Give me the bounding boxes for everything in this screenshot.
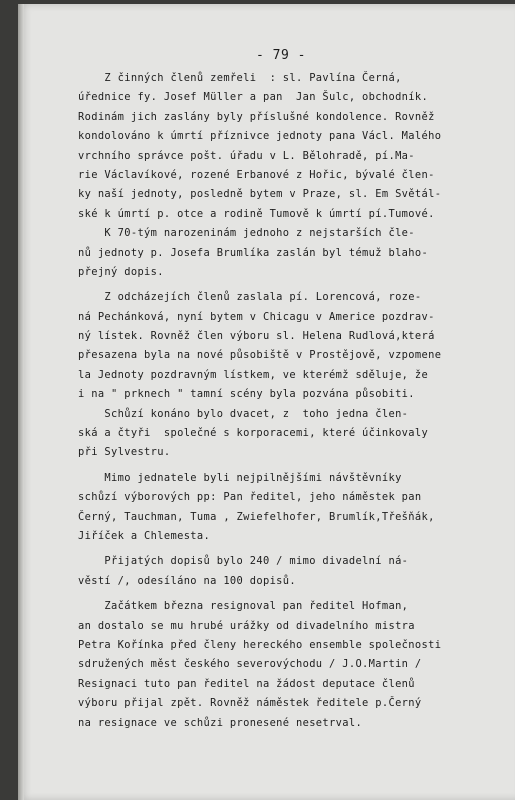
page-number: - 79 - <box>256 48 306 63</box>
text-line: přesazena byla na nové působiště v Prostějově, vzpomene <box>78 349 442 362</box>
text-line: ná Pechánková, nyní bytem v Chicagu v Americe pozdrav- <box>78 310 435 323</box>
text-line: an dostalo se mu hrubé urážky od divadelního mistra <box>78 619 415 632</box>
text-line: přejný dopis. <box>78 265 164 278</box>
text-line: věstí /, odesíláno na 100 dopisů. <box>78 574 296 587</box>
text-line: rie Václavíkové, rozené Erbanové z Hořic, bývalé člen- <box>78 168 435 181</box>
text-line: Rodinám jich zaslány byly příslušné kondolence. Rovněž <box>78 110 435 123</box>
document-page <box>18 4 515 800</box>
typewritten-body <box>78 69 508 733</box>
text-line: Schůzí konáno bylo dvacet, z toho jedna člen- <box>78 407 409 420</box>
text-line: Přijatých dopisů bylo 240 / mimo divadelní ná- <box>78 555 409 568</box>
text-line: sdružených měst českého severovýchodu / J.O.Martin / <box>78 658 422 671</box>
text-line: ky naší jednoty, posledně bytem v Praze, sl. Em Světál- <box>78 188 442 201</box>
text-line: při Sylvestru. <box>78 446 171 459</box>
text-line: kondolováno k úmrtí příznivce jednoty pana Václ. Malého <box>78 130 442 143</box>
text-line: Petra Kořínka před členy hereckého ensemble společnosti <box>78 638 442 651</box>
text-line: Černý, Tauchman, Tuma , Zwiefelhofer, Brumlík,Třešňák, <box>78 510 435 523</box>
text-line: vrchního správce pošt. úřadu v L. Bělohradě, pí.Ma- <box>78 149 415 162</box>
text-line: na resignace ve schůzi pronesené nesetrval. <box>78 716 363 729</box>
paragraph-deceased-members <box>78 69 508 224</box>
paragraph-attendance <box>78 469 508 547</box>
text-line: schůzí výborových pp: Pan ředitel, jeho náměstek pan <box>78 491 422 504</box>
text-line: ný lístek. Rovněž člen výboru sl. Helena Rudlová,která <box>78 330 435 343</box>
text-line: nů jednoty p. Josefa Brumlíka zaslán byl témuž blaho- <box>78 246 429 259</box>
text-line: ské k úmrtí p. otce a rodině Tumově k úmrtí pí.Tumové. <box>78 207 435 220</box>
text-line: Z činných členů zemřeli : sl. Pavlína Černá, <box>78 72 402 84</box>
text-line: la Jednoty pozdravným lístkem, ve kterémž sděluje, že <box>78 368 429 381</box>
text-line: Jiříček a Chlemesta. <box>78 529 211 542</box>
paragraph-resignation <box>78 597 508 733</box>
paragraph-correspondence <box>78 552 508 591</box>
text-line: Začátkem března resignoval pan ředitel Hofman, <box>78 600 409 613</box>
text-line: K 70-tým narozeninám jednoho z nejstarších čle- <box>78 227 415 240</box>
text-line: Z odcházejích členů zaslala pí. Lorencová, roze- <box>78 291 422 304</box>
paragraph-departing-members <box>78 288 508 404</box>
paragraph-birthday-letter <box>78 224 508 282</box>
text-line: úřednice fy. Josef Müller a pan Jan Šulc, obchodník. <box>78 91 429 104</box>
text-line: výboru přijal zpět. Rovněž náměstek ředitele p.Černý <box>78 697 422 710</box>
text-line: Mimo jednatele byli nejpilnějšími návštěvníky <box>78 471 402 484</box>
paragraph-meetings <box>78 405 508 463</box>
text-line: ská a čtyři společné s korporacemi, které účinkovaly <box>78 427 429 440</box>
text-line: i na " prknech " tamní scény byla pozvána působiti. <box>78 388 415 401</box>
text-line: Resignaci tuto pan ředitel na žádost deputace členů <box>78 677 415 690</box>
page-binding-edge <box>18 4 24 800</box>
